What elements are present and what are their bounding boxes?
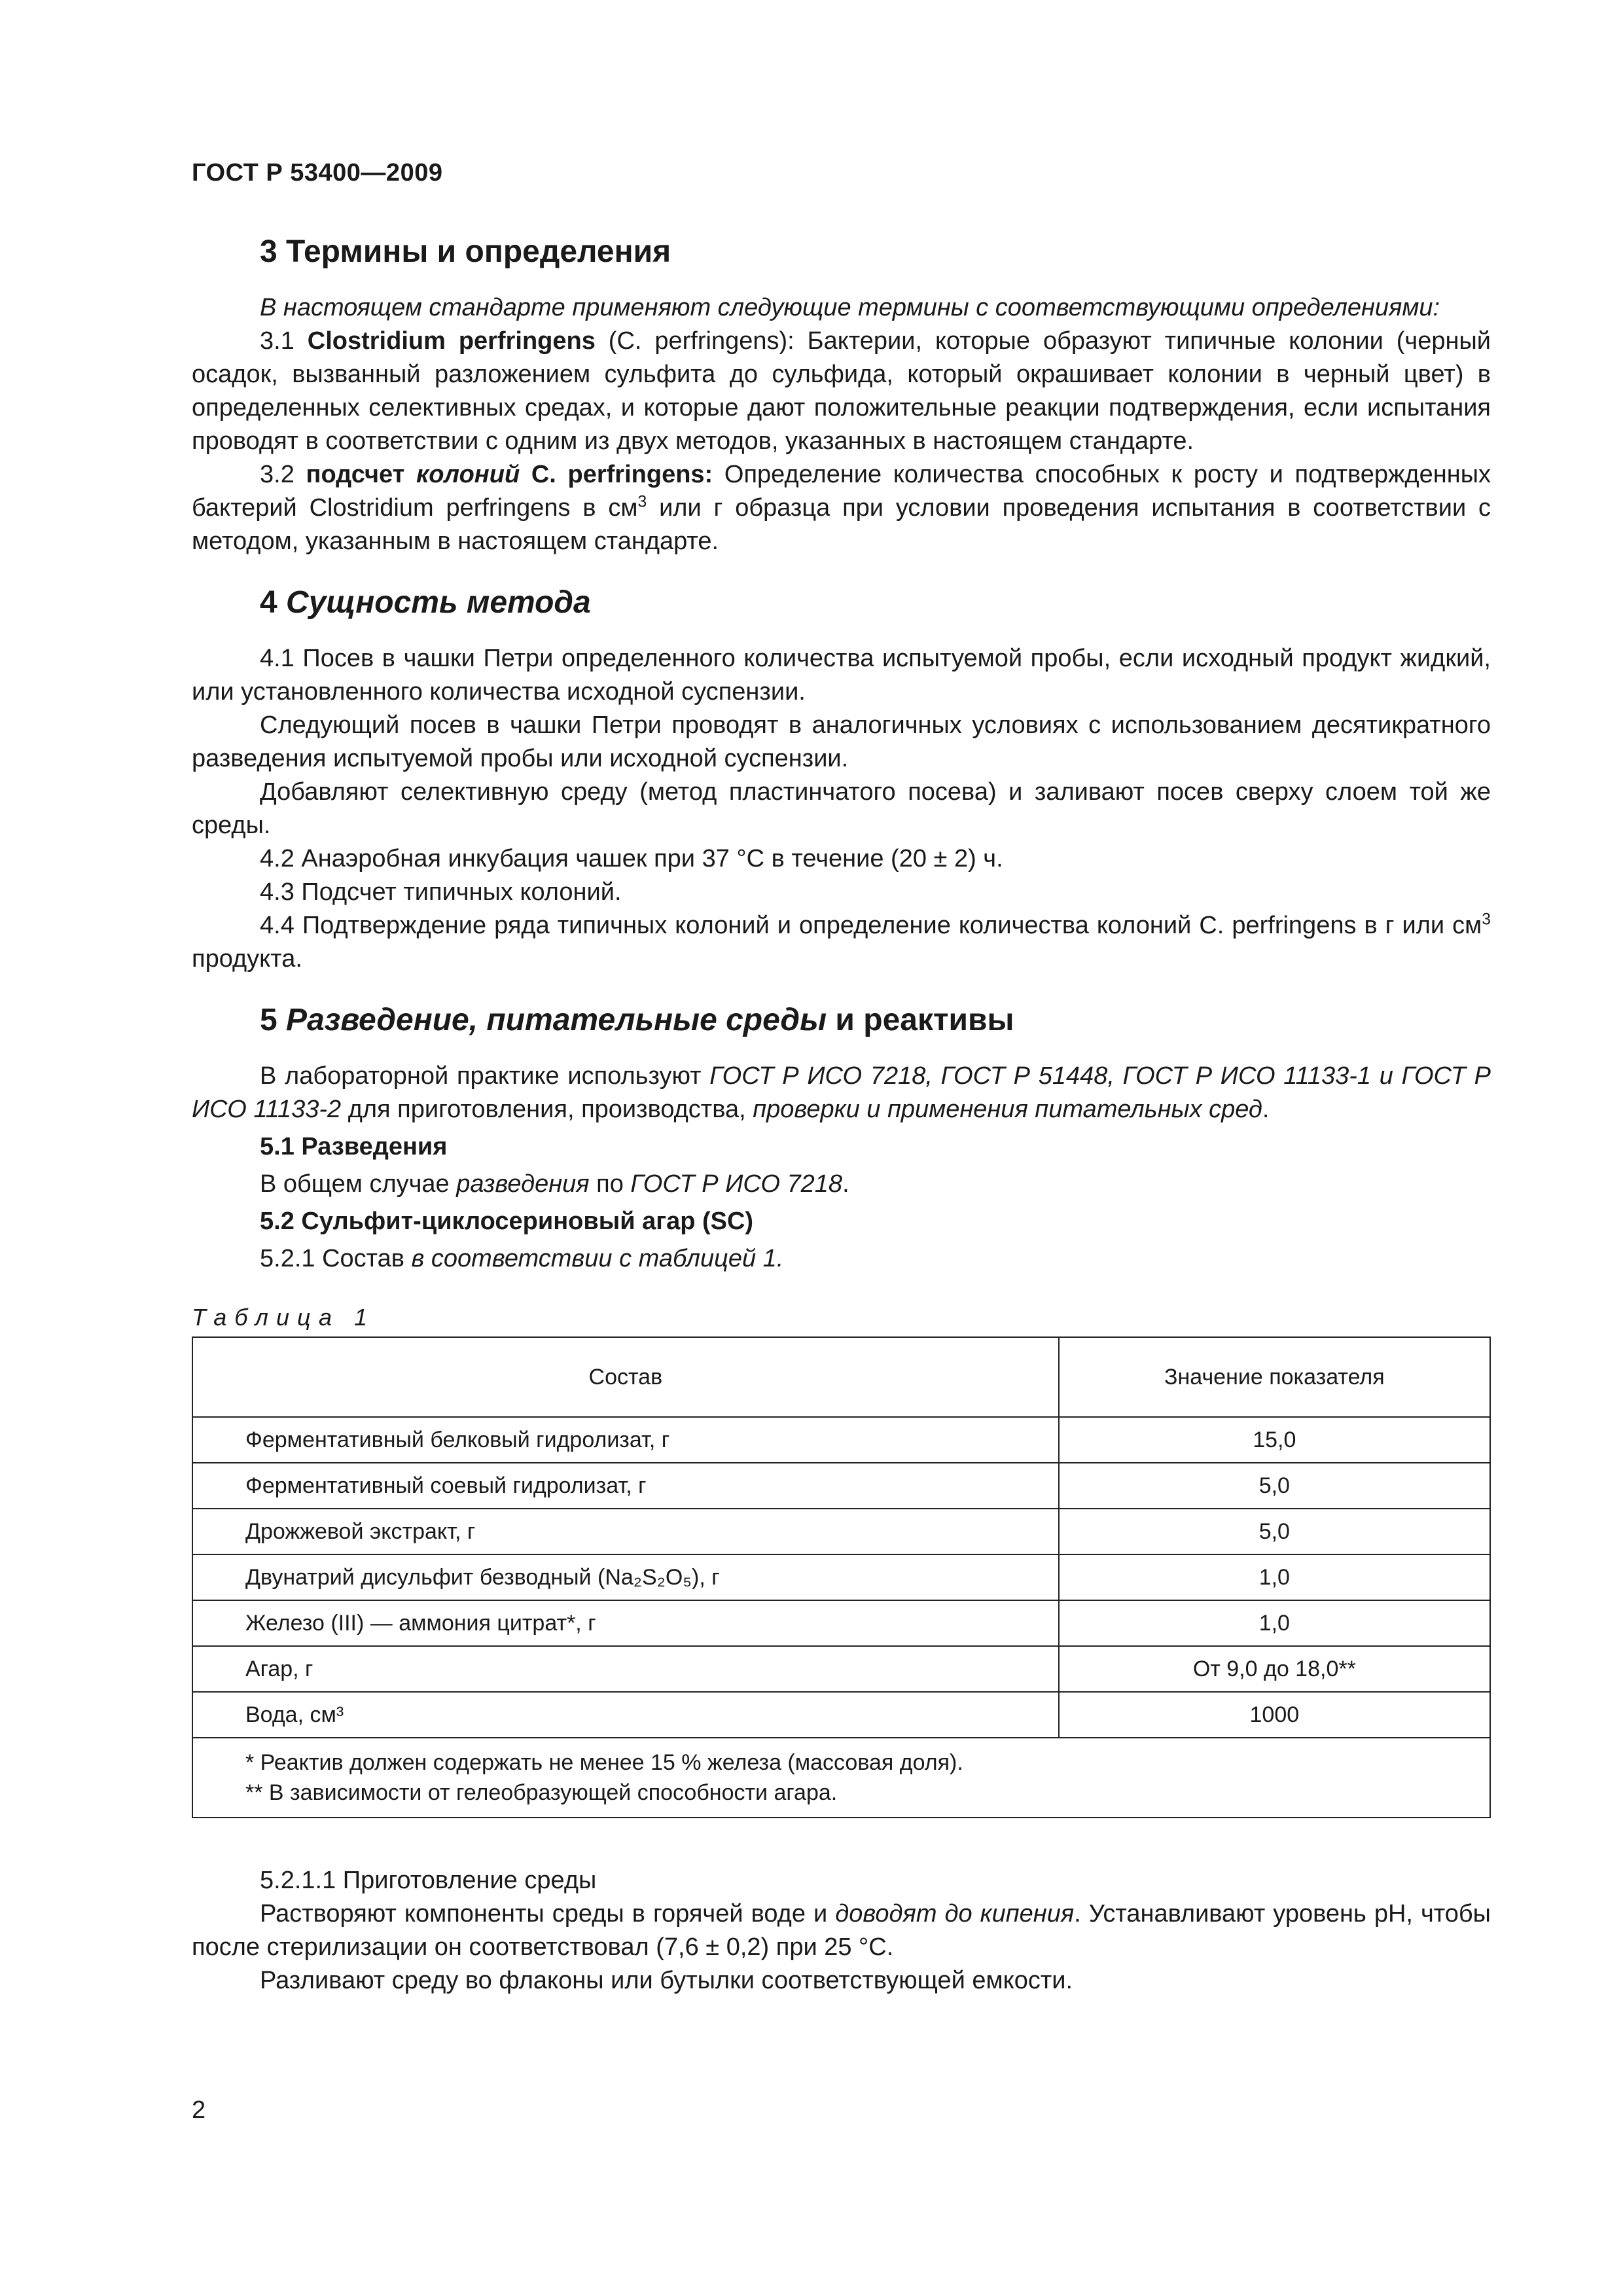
table-cell-composition: Вода, см³	[192, 1692, 1059, 1738]
term-3-2-superscript: 3	[637, 493, 647, 511]
document-code: ГОСТ Р 53400—2009	[192, 159, 443, 187]
table-body	[192, 1417, 1490, 1738]
table-caption: Таблица 1	[192, 1304, 376, 1331]
table-notes-row	[192, 1738, 1490, 1818]
section-5-number: 5	[260, 1003, 277, 1037]
para-5-1-c: по	[589, 1170, 631, 1198]
para-5-2-1-1-text	[192, 1897, 1491, 1964]
term-3-2	[192, 458, 1491, 558]
table-cell-value: 5,0	[1059, 1463, 1490, 1509]
section-5-name-b: и реактивы	[835, 1003, 1014, 1037]
table-cell-composition: Агар, г	[192, 1646, 1059, 1692]
para-4-1-b: Следующий посев в чашки Петри проводят в аналогичных условиях с использованием десятикратного разведения испытуемой пробы или исходной суспензии.	[192, 711, 1491, 772]
para-5-intro-a: В лабораторной практике используют	[260, 1062, 710, 1090]
table-note-2: ** В зависимости от гелеобразующей способности агара.	[245, 1780, 838, 1805]
composition-table	[192, 1336, 1491, 1818]
term-3-2-definition-b: или г образца при условии проведения испытания в соответствии с методом, указанным в настоящем стандарте.	[192, 494, 1491, 555]
section-4-title	[192, 583, 1491, 622]
para-5-intro-refs: ГОСТ Р ИСО 7218, ГОСТ Р 51448, ГОСТ Р ИСО 11133-1 и ГОСТ Р ИСО 11133-2	[192, 1062, 1491, 1123]
para-5-intro	[192, 1060, 1491, 1126]
term-3-1-name: Clostridium perfringens	[307, 327, 596, 355]
para-5-intro-e: .	[1262, 1096, 1270, 1123]
table-header-composition: Состав	[192, 1337, 1059, 1417]
para-5-2-1-1-a: Растворяют компоненты среды в горячей воде и	[260, 1900, 836, 1928]
table-cell-composition: Ферментативный белковый гидролизат, г	[192, 1417, 1059, 1463]
term-3-1	[192, 325, 1491, 458]
para-5-intro-c: для приготовления, производства,	[341, 1096, 753, 1123]
para-4-4-text-a: 4.4 Подтверждение ряда типичных колоний и определение количества колоний C. perfringens в г или см	[260, 912, 1482, 939]
table-row	[192, 1554, 1490, 1600]
table-cell-value: 1,0	[1059, 1554, 1490, 1600]
para-5-2-1-1-b: доводят до кипения	[835, 1900, 1075, 1928]
para-5-2-1	[192, 1242, 1491, 1276]
para-5-1-b: разведения	[456, 1170, 590, 1198]
table-row	[192, 1600, 1490, 1646]
para-5-2-1-b: в соответствии с таблицей 1.	[411, 1245, 784, 1272]
term-3-1-number: 3.1	[260, 327, 294, 355]
para-4-4	[192, 909, 1491, 976]
term-3-1-definition: (C. perfringens): Бактерии, которые образуют типичные колонии (черный осадок, вызванный разложением сульфита до сульфида, который окрашивает колонии в черный цвет) в определенных селективных средах, и которые дают положительные реакции подтверждения, если испытания проводят в соответствии с одним из двух методов, указанных в настоящем стандарте.	[192, 327, 1491, 455]
section-5-2-1-1	[192, 1864, 1491, 1998]
section-5-name-a: Разведение, питательные среды	[286, 1003, 827, 1037]
table-cell-value: От 9,0 до 18,0**	[1059, 1646, 1490, 1692]
table-notes	[192, 1738, 1490, 1818]
table-header-value: Значение показателя	[1059, 1337, 1490, 1417]
table-row	[192, 1417, 1490, 1463]
subsection-5-2-title: 5.2 Сульфит-циклосериновый агар (SC)	[260, 1208, 754, 1235]
para-5-2-1-a: 5.2.1 Состав	[260, 1245, 412, 1272]
table-row	[192, 1463, 1490, 1509]
section-4-name: Сущность метода	[286, 585, 591, 620]
table-row	[192, 1692, 1490, 1738]
para-5-2-1-1-head: 5.2.1.1 Приготовление среды	[260, 1867, 597, 1894]
table-cell-composition: Железо (III) — аммония цитрат*, г	[192, 1600, 1059, 1646]
term-3-2-name-c: C. perfringens:	[531, 461, 713, 488]
para-5-2-1-1-text-2: Разливают среду во флаконы или бутылки соответствующей емкости.	[260, 1967, 1073, 1994]
table-cell-composition: Ферментативный соевый гидролизат, г	[192, 1463, 1059, 1509]
table-row	[192, 1646, 1490, 1692]
section-3-intro: В настоящем стандарте применяют следующие термины с соответствующими определениями:	[260, 294, 1440, 321]
table-cell-composition: Двунатрий дисульфит безводный (Na₂S₂O₅), г	[192, 1554, 1059, 1600]
term-3-2-definition-a: Определение количества способных к росту и подтвержденных бактерий Clostridium perfringens в см	[192, 461, 1491, 522]
table-cell-value: 1,0	[1059, 1600, 1490, 1646]
term-3-2-name-a: подсчет	[306, 461, 405, 488]
para-5-intro-d: проверки и применения питательных сред	[753, 1096, 1262, 1123]
para-4-1-c: Добавляют селективную среду (метод пластинчатого посева) и заливают посев сверху слоем той же среды.	[192, 778, 1491, 839]
para-5-1-a: В общем случае	[260, 1170, 457, 1198]
section-5-title	[192, 1001, 1491, 1040]
table-note-1: * Реактив должен содержать не менее 15 % железа (массовая доля).	[245, 1750, 963, 1775]
table-header-row	[192, 1337, 1490, 1417]
para-4-4-text-b: продукта.	[192, 945, 302, 973]
table-cell-value: 5,0	[1059, 1509, 1490, 1554]
table-row	[192, 1509, 1490, 1554]
page-number: 2	[192, 2096, 206, 2124]
para-4-4-superscript: 3	[1482, 910, 1491, 929]
para-5-2-1-1-c: . Устанавливают уровень pH, чтобы после стерилизации он соответствовал (7,6 ± 0,2) при 25 °C.	[192, 1900, 1491, 1961]
table-cell-value: 15,0	[1059, 1417, 1490, 1463]
term-3-2-number: 3.2	[260, 461, 294, 488]
para-5-1	[192, 1168, 1491, 1201]
section-3-title: 3 Термины и определения	[260, 234, 671, 269]
term-3-2-name-b: колоний	[416, 461, 520, 488]
page-content	[192, 232, 1491, 1998]
para-4-2: 4.2 Анаэробная инкубация чашек при 37 °C в течение (20 ± 2) ч.	[260, 845, 1003, 872]
para-5-1-e: .	[842, 1170, 849, 1198]
para-4-3: 4.3 Подсчет типичных колоний.	[260, 878, 622, 906]
table-cell-composition: Дрожжевой экстракт, г	[192, 1509, 1059, 1554]
section-4-number: 4	[260, 585, 277, 620]
table-cell-value: 1000	[1059, 1692, 1490, 1738]
para-5-1-d: ГОСТ Р ИСО 7218	[630, 1170, 843, 1198]
subsection-5-1-title: 5.1 Разведения	[260, 1133, 448, 1160]
para-4-1: 4.1 Посев в чашки Петри определенного количества испытуемой пробы, если исходный продукт жидкий, или установленного количества исходной суспензии.	[192, 645, 1491, 706]
